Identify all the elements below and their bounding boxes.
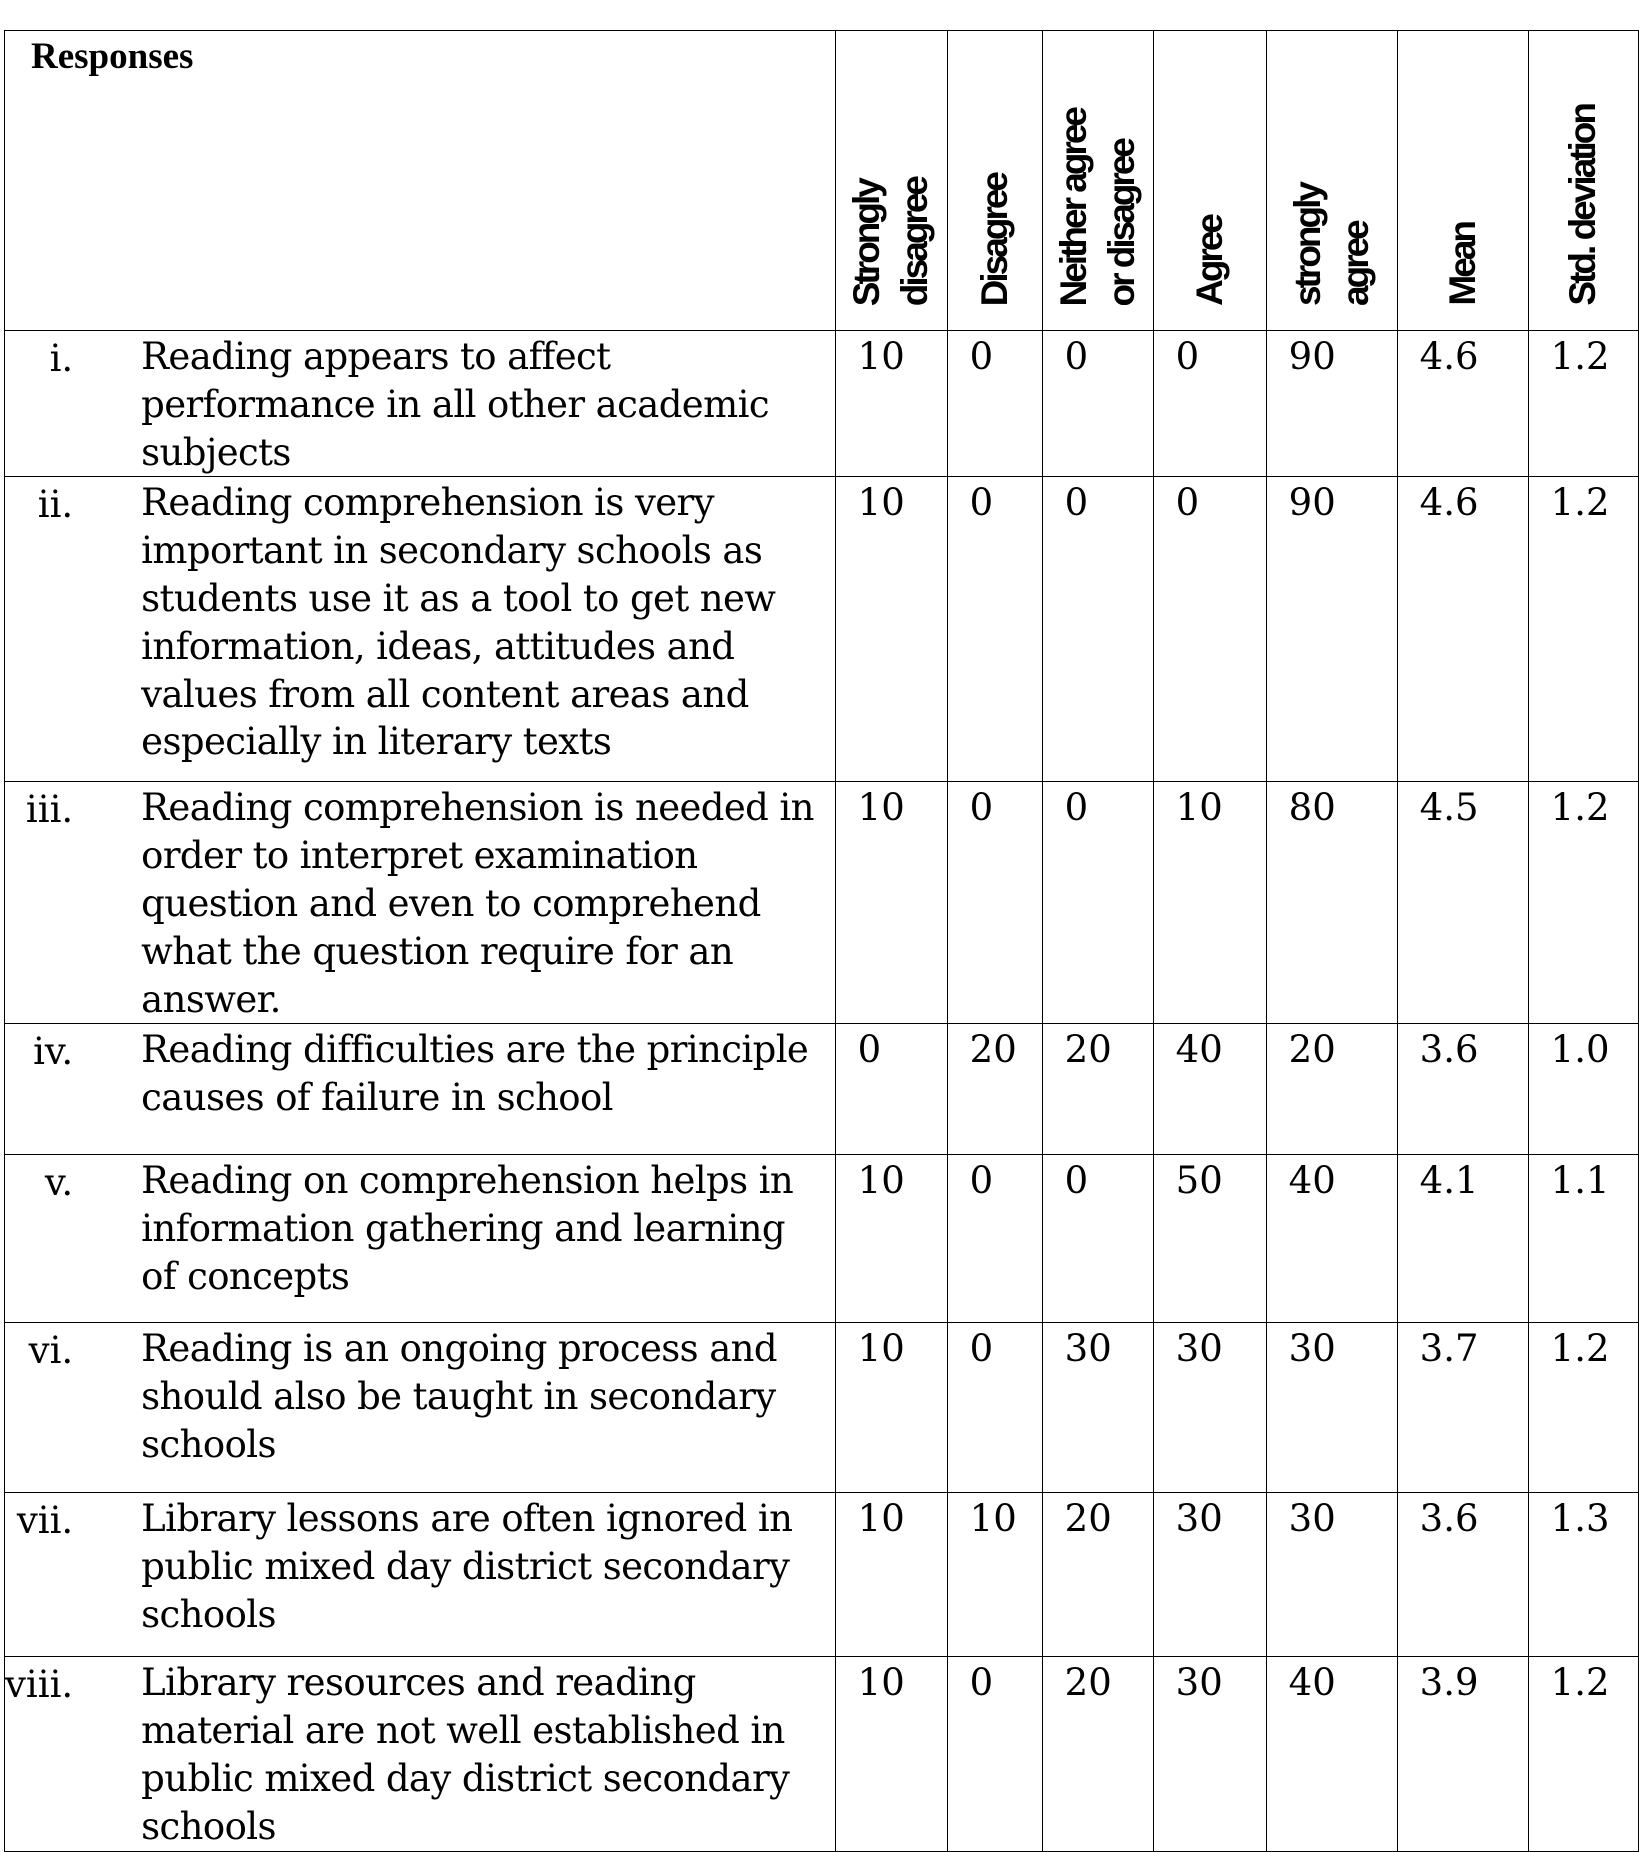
cell-neither: 0	[1042, 331, 1153, 477]
cell-strongly-disagree: 10	[835, 1323, 947, 1493]
header-row	[5, 31, 1639, 331]
cell-strongly-agree: 90	[1266, 331, 1397, 477]
cell-strongly-agree: 30	[1266, 1323, 1397, 1493]
cell-strongly-agree: 30	[1266, 1493, 1397, 1657]
cell-strongly-agree: 20	[1266, 1024, 1397, 1155]
table-row	[5, 1323, 1639, 1493]
cell-mean: 3.7	[1397, 1323, 1528, 1493]
row-statement: Reading comprehension is needed in order to interpret examination question and even to comprehend what the question require for an answer.	[141, 782, 835, 1024]
table-row	[5, 1493, 1639, 1657]
cell-strongly-disagree: 10	[835, 1493, 947, 1657]
responses-header: Responses	[5, 31, 836, 331]
cell-agree: 0	[1153, 331, 1266, 477]
cell-strongly-disagree: 10	[835, 477, 947, 782]
row-number: vi.	[5, 1323, 142, 1493]
cell-mean: 3.6	[1397, 1024, 1528, 1155]
cell-strongly-disagree: 0	[835, 1024, 947, 1155]
table-row	[5, 1155, 1639, 1323]
cell-disagree: 10	[947, 1493, 1042, 1657]
row-number: iii.	[5, 782, 142, 1024]
col-header-neither	[1042, 31, 1153, 331]
cell-neither: 30	[1042, 1323, 1153, 1493]
table-row	[5, 1024, 1639, 1155]
table-row	[5, 1657, 1639, 1851]
col-header-label: Neither agree or disagree	[1052, 108, 1142, 306]
cell-agree: 30	[1153, 1493, 1266, 1657]
cell-disagree: 0	[947, 477, 1042, 782]
cell-neither: 20	[1042, 1493, 1153, 1657]
row-statement: Reading is an ongoing process and should also be taught in secondary schools	[141, 1323, 835, 1493]
row-number: viii.	[5, 1657, 142, 1851]
cell-neither: 0	[1042, 1155, 1153, 1323]
cell-strongly-agree: 40	[1266, 1155, 1397, 1323]
col-header-mean	[1397, 31, 1528, 331]
cell-neither: 0	[1042, 782, 1153, 1024]
cell-mean: 3.6	[1397, 1493, 1528, 1657]
row-statement: Reading on comprehension helps in information gathering and learning of concepts	[141, 1155, 835, 1323]
cell-disagree: 20	[947, 1024, 1042, 1155]
row-statement: Library lessons are often ignored in public mixed day district secondary schools	[141, 1493, 835, 1657]
col-header-label: Mean	[1441, 223, 1483, 306]
cell-neither: 20	[1042, 1657, 1153, 1851]
col-header-label: Strongly disagree	[846, 177, 936, 306]
cell-strongly-disagree: 10	[835, 1657, 947, 1851]
cell-std-deviation: 1.2	[1528, 477, 1638, 782]
cell-agree: 40	[1153, 1024, 1266, 1155]
cell-strongly-agree: 40	[1266, 1657, 1397, 1851]
col-header-agree	[1153, 31, 1266, 331]
cell-mean: 4.6	[1397, 331, 1528, 477]
cell-disagree: 0	[947, 1323, 1042, 1493]
cell-strongly-disagree: 10	[835, 782, 947, 1024]
cell-neither: 0	[1042, 477, 1153, 782]
cell-std-deviation: 1.2	[1528, 782, 1638, 1024]
cell-disagree: 0	[947, 1155, 1042, 1323]
cell-agree: 30	[1153, 1323, 1266, 1493]
cell-std-deviation: 1.3	[1528, 1493, 1638, 1657]
cell-disagree: 0	[947, 1657, 1042, 1851]
col-header-label: strongly agree	[1286, 184, 1376, 306]
responses-table	[4, 30, 1639, 1852]
row-number: i.	[5, 331, 142, 477]
cell-strongly-agree: 90	[1266, 477, 1397, 782]
cell-std-deviation: 1.0	[1528, 1024, 1638, 1155]
cell-std-deviation: 1.2	[1528, 1323, 1638, 1493]
table-row	[5, 477, 1639, 782]
row-statement: Reading appears to affect performance in all other academic subjects	[141, 331, 835, 477]
row-statement: Library resources and reading material are not well established in public mixed day district secondary schools	[141, 1657, 835, 1851]
cell-strongly-disagree: 10	[835, 331, 947, 477]
cell-std-deviation: 1.2	[1528, 1657, 1638, 1851]
cell-neither: 20	[1042, 1024, 1153, 1155]
col-header-strongly-disagree	[835, 31, 947, 331]
col-header-label: Agree	[1188, 216, 1230, 306]
cell-mean: 3.9	[1397, 1657, 1528, 1851]
cell-strongly-disagree: 10	[835, 1155, 947, 1323]
row-statement: Reading comprehension is very important in secondary schools as students use it as a tool to get new information, ideas, attitudes and values from all content areas and especially in literary texts	[141, 477, 835, 782]
col-header-std-deviation	[1528, 31, 1638, 331]
row-number: ii.	[5, 477, 142, 782]
cell-disagree: 0	[947, 331, 1042, 477]
row-statement: Reading difficulties are the principle causes of failure in school	[141, 1024, 835, 1155]
table-row	[5, 782, 1639, 1024]
cell-std-deviation: 1.2	[1528, 331, 1638, 477]
cell-disagree: 0	[947, 782, 1042, 1024]
cell-mean: 4.1	[1397, 1155, 1528, 1323]
col-header-strongly-agree	[1266, 31, 1397, 331]
col-header-disagree	[947, 31, 1042, 331]
cell-agree: 10	[1153, 782, 1266, 1024]
col-header-label: Disagree	[973, 173, 1015, 306]
cell-agree: 0	[1153, 477, 1266, 782]
cell-agree: 30	[1153, 1657, 1266, 1851]
cell-mean: 4.5	[1397, 782, 1528, 1024]
cell-agree: 50	[1153, 1155, 1266, 1323]
row-number: iv.	[5, 1024, 142, 1155]
cell-strongly-agree: 80	[1266, 782, 1397, 1024]
row-number: v.	[5, 1155, 142, 1323]
col-header-label: Std. deviation	[1562, 105, 1604, 306]
cell-std-deviation: 1.1	[1528, 1155, 1638, 1323]
table-body	[5, 331, 1639, 1852]
cell-mean: 4.6	[1397, 477, 1528, 782]
row-number: vii.	[5, 1493, 142, 1657]
table-row	[5, 331, 1639, 477]
